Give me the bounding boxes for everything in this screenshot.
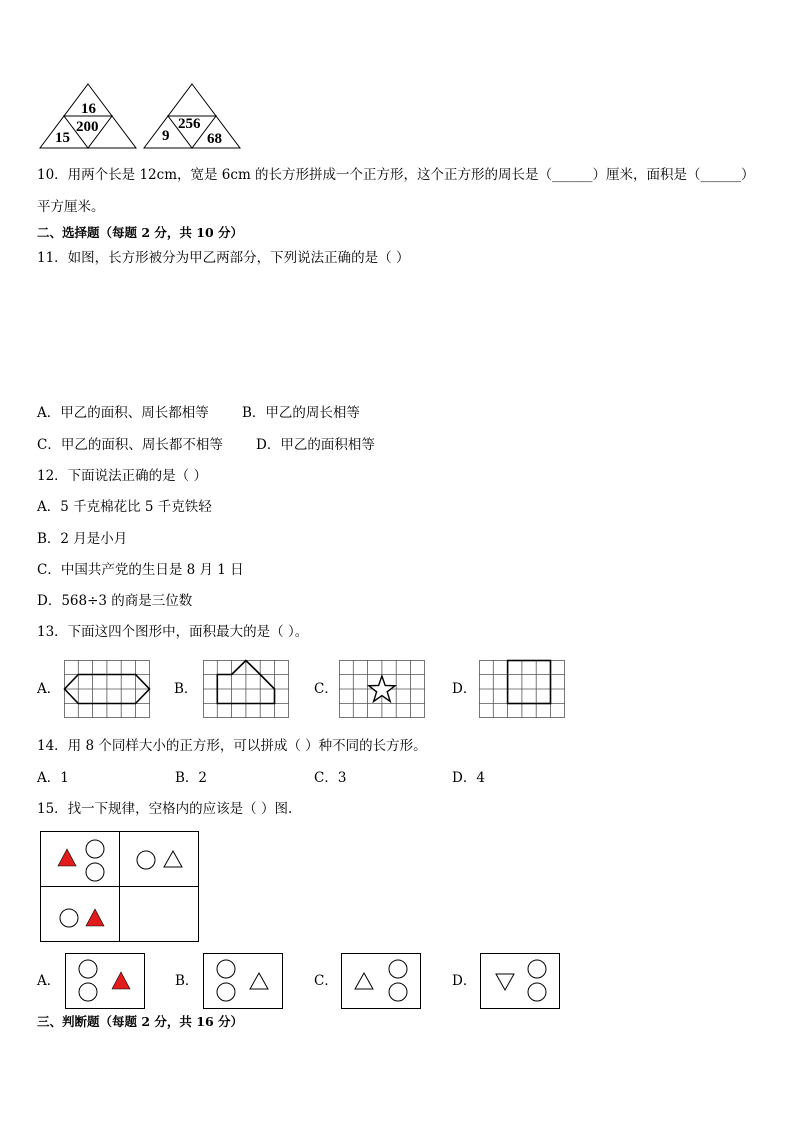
circle-icon	[217, 960, 235, 978]
q12-option-b[interactable]: B．2 月是小月	[37, 531, 128, 547]
q11-option-d[interactable]: D．甲乙的面积相等	[256, 437, 375, 453]
q14-option-a[interactable]: A．1	[37, 770, 69, 786]
triangle1-left: 15	[55, 130, 70, 146]
q12-option-a[interactable]: A．5 千克棉花比 5 千克铁轻	[37, 499, 212, 515]
q15-label-d[interactable]: D．	[452, 973, 477, 989]
q15-option-b-figure[interactable]	[203, 953, 283, 1009]
q13-label-d[interactable]: D．	[452, 681, 477, 697]
triangle-puzzle-1	[38, 82, 138, 152]
q13-figure-a[interactable]	[64, 660, 150, 718]
triangle1-center: 200	[76, 119, 99, 135]
q13-label-c[interactable]: C．	[314, 681, 338, 697]
q10-line1: 10．用两个长是 12cm，宽是 6cm 的长方形拼成一个正方形，这个正方形的周长是（______）厘米，面积是（______）	[37, 167, 755, 183]
red-triangle-icon	[58, 849, 76, 866]
q13-figure-d[interactable]	[479, 660, 565, 718]
circle-icon	[528, 960, 546, 978]
q11-option-a[interactable]: A．甲乙的面积、周长都相等	[37, 405, 209, 421]
triangle2-center: 256	[178, 116, 201, 132]
q14-option-d[interactable]: D．4	[452, 770, 485, 786]
red-triangle-icon	[112, 972, 130, 989]
q11-stem: 11．如图，长方形被分为甲乙两部分，下列说法正确的是（ ）	[37, 250, 410, 266]
circle-icon	[79, 983, 97, 1001]
q11-option-b[interactable]: B．甲乙的周长相等	[242, 405, 360, 421]
rectangle-shape	[508, 661, 551, 704]
circle-icon	[389, 983, 407, 1001]
red-triangle-icon	[86, 909, 104, 926]
q11-option-c[interactable]: C．甲乙的面积、周长都不相等	[37, 437, 223, 453]
q12-option-c[interactable]: C．中国共产党的生日是 8 月 1 日	[37, 562, 244, 578]
q12-stem: 12．下面说法正确的是（ ）	[37, 468, 207, 484]
circle-icon	[86, 840, 104, 858]
inverted-triangle-icon	[496, 974, 514, 990]
q10-line2: 平方厘米。	[37, 199, 105, 215]
q14-option-c[interactable]: C．3	[314, 770, 347, 786]
grid-lines	[64, 660, 150, 718]
circle-icon	[137, 851, 155, 869]
circle-icon	[389, 960, 407, 978]
q15-label-a[interactable]: A．	[37, 973, 61, 989]
q15-label-c[interactable]: C．	[314, 973, 338, 989]
circle-icon	[60, 909, 78, 927]
section3-heading: 三、判断题（每题 2 分，共 16 分）	[37, 1014, 244, 1029]
triangle2-right: 68	[207, 131, 222, 147]
q14-option-b[interactable]: B．2	[175, 770, 208, 786]
triangle-icon	[164, 851, 182, 867]
triangle-icon	[250, 973, 268, 989]
q15-label-b[interactable]: B．	[175, 973, 199, 989]
circle-icon	[79, 960, 97, 978]
section2-heading: 二、选择题（每题 2 分，共 10 分）	[37, 225, 244, 240]
q15-option-a-figure[interactable]	[65, 953, 145, 1009]
q13-label-b[interactable]: B．	[174, 681, 198, 697]
triangle-icon	[355, 973, 373, 989]
q13-figure-b[interactable]	[203, 660, 289, 718]
circle-icon	[528, 983, 546, 1001]
q13-figure-c[interactable]	[339, 660, 425, 718]
q14-stem: 14．用 8 个同样大小的正方形，可以拼成（ ）种不同的长方形。	[37, 738, 427, 754]
circle-icon	[217, 983, 235, 1001]
q15-pattern-grid	[40, 831, 200, 943]
q15-option-c-figure[interactable]	[341, 953, 421, 1009]
triangle2-left: 9	[162, 128, 170, 144]
triangle1-top: 16	[81, 101, 96, 117]
q15-option-d-figure[interactable]	[480, 953, 560, 1009]
q13-label-a[interactable]: A．	[37, 681, 61, 697]
q13-stem: 13．下面这四个图形中，面积最大的是（ ）。	[37, 624, 309, 640]
q15-stem: 15．找一下规律，空格内的应该是（ ）图.	[37, 801, 293, 817]
circle-icon	[86, 863, 104, 881]
q12-option-d[interactable]: D．568÷3 的商是三位数	[37, 593, 193, 609]
